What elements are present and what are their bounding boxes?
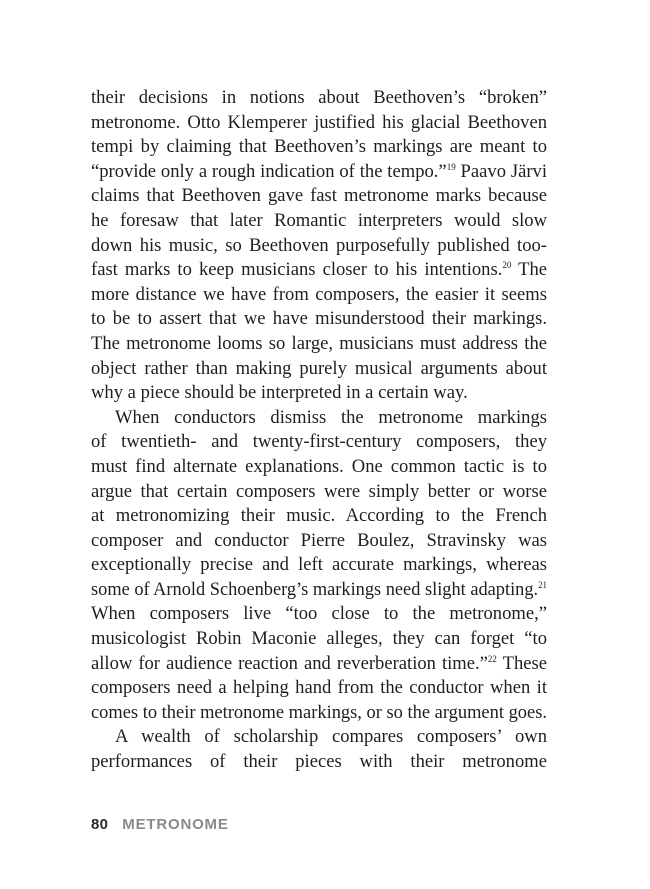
text-line: object rather than making purely musical arguments about — [91, 357, 547, 379]
running-head: METRONOME — [122, 816, 229, 833]
text-line: performances of their pieces with their metronome — [91, 751, 547, 773]
text-line: exceptionally precise and left accurate markings, whereas — [91, 554, 547, 576]
footnote-ref-22: 22 — [487, 653, 497, 664]
text-line: why a piece should be interpreted in a certain way. — [91, 382, 468, 404]
text-line: down his music, so Beethoven purposefully published too- — [91, 234, 547, 256]
text-line: composer and conductor Pierre Boulez, Stravinsky was — [91, 529, 547, 551]
text-line: claims that Beethoven gave fast metronome marks because — [91, 185, 547, 207]
text-line: fast marks to keep musicians closer to his intentions.$^{20}$ The — [91, 259, 547, 281]
text-line: of twentieth- and twenty-first-century composers, they — [91, 431, 547, 453]
text-line: metronome. Otto Klemperer justified his glacial Beethoven — [91, 111, 547, 133]
text-line: he foresaw that later Romantic interpreters would slow — [91, 209, 547, 231]
text-line: When conductors dismiss the metronome markings — [115, 406, 547, 428]
text-line: A wealth of scholarship compares composers’ own — [115, 726, 547, 748]
text-line: at metronomizing their music. According to the French — [91, 505, 547, 527]
text-line: The metronome looms so large, musicians must address the — [91, 332, 547, 354]
text-line: comes to their metronome markings, or so the argument goes. — [91, 701, 547, 723]
text-line: allow for audience reaction and reverberation time.”$^{22}$ These — [91, 652, 547, 674]
body-text — [91, 86, 547, 775]
text-line: must find alternate explanations. One common tactic is to — [91, 455, 547, 477]
footnote-ref-21: 21 — [538, 579, 547, 590]
footnote-ref-20: 20 — [502, 260, 512, 271]
text-line: their decisions in notions about Beethoven’s “broken” — [91, 87, 547, 108]
page-number: 80 — [91, 816, 109, 833]
text-line: argue that certain composers were simply better or worse — [91, 480, 547, 502]
text-line: composers need a helping hand from the conductor when it — [91, 677, 547, 699]
footnote-ref-19: 19 — [446, 161, 456, 172]
text-line: to be to assert that we have misunderstood their markings. — [91, 308, 547, 330]
text-line: When composers live “too close to the metronome,” — [91, 603, 547, 625]
text-line: more distance we have from composers, the easier it seems — [91, 283, 547, 305]
text-line: “provide only a rough indication of the tempo.”$^{19}$ Paavo Järvi — [91, 160, 547, 182]
text-line: tempi by claiming that Beethoven’s markings are meant to — [91, 136, 547, 158]
page-footer — [91, 816, 229, 833]
text-line: musicologist Robin Maconie alleges, they can forget “to — [91, 628, 547, 650]
text-line: some of Arnold Schoenberg’s markings need slight adapting.$^{21}$ — [91, 578, 547, 600]
